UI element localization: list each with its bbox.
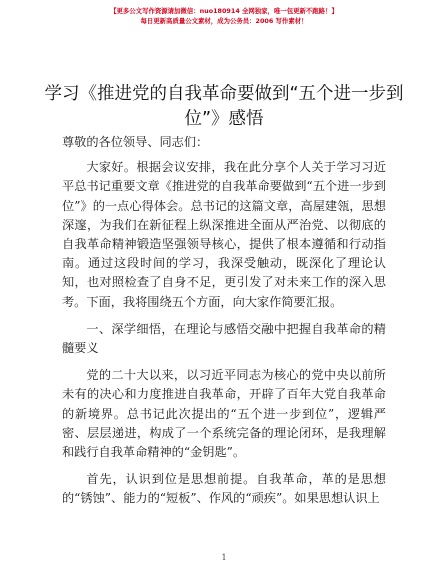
salutation: 尊敬的各位领导、同志们： <box>62 135 209 149</box>
header-banner <box>0 6 448 26</box>
document-title: 学习《推进党的自我革命要做到“五个进一步到位”》感悟 <box>44 84 404 129</box>
paragraph: 党的二十大以来，以习近平同志为核心的党中央以前所未有的决心和力度推进自我革命，开辟了百年大党自我革命的新境界。总书记此次提出的“五个进一步到位”，逻辑严密、层层递进，构成了一个系统完备的理论闭环，是我理解和践行自我革命精神的“金钥匙”。 <box>62 368 386 460</box>
banner-line-2: 每日更新高质量公文素材，成为公务员：2006 写作素材！ <box>140 17 308 25</box>
paragraph: 大家好。根据会议安排，我在此分享个人关于学习习近平总书记重要文章《推进党的自我革命要做到“五个进一步到位”》的一点心得体会。总书记的这篇文章，高屋建瓴，思想深邃，为我们在新征程上纵深推进全面从严治党、以彻底的自我革命精神锻造坚强领导核心，提供了根本遵循和行动指南。通过这段时间的学习，我深受触动，既深化了理论认知，也对照检查了自身不足，更引发了对未来工作的深入思考。下面，我将围绕五个方面，向大家作简要汇报。 <box>62 160 386 309</box>
document-body <box>62 133 386 509</box>
banner-line-1: 【更多公文写作资源请加微信：nuo180914 全网独家，唯一包更新不跑路！】 <box>110 7 338 15</box>
page-number: 1 <box>221 553 227 562</box>
section-heading: 一、深学细悟，在理论与感悟交融中把握自我革命的精髓要义 <box>62 321 386 356</box>
paragraph: 首先，认识到位是思想前提。自我革命，革的是思想的“锈蚀”、能力的“短板”、作风的“顽疾”。如果思想认识上 <box>62 472 386 506</box>
